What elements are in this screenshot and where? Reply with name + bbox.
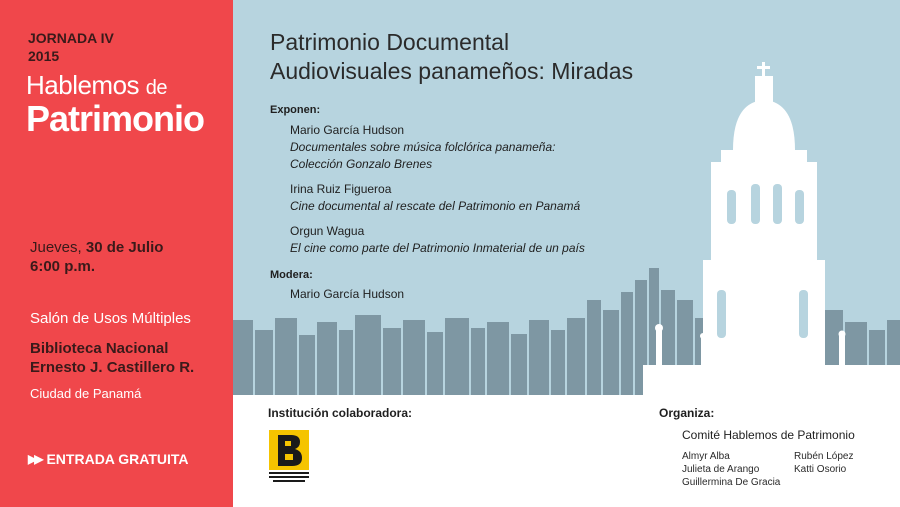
double-arrow-icon: ▶▶: [28, 452, 41, 466]
speaker-name: Orgun Wagua: [290, 224, 365, 238]
left-panel: [0, 0, 233, 507]
talk-title-line2: Audiovisuales panameños: Miradas: [270, 58, 634, 84]
organizers-col-2: [794, 450, 854, 476]
venue-room: Salón de Usos Múltiples: [30, 310, 191, 327]
speaker-3: [290, 223, 585, 257]
main-panel: [233, 0, 900, 395]
venue-building-line2: Ernesto J. Castillero R.: [30, 359, 195, 376]
de-word: de: [145, 77, 168, 99]
modera-label: Modera:: [270, 269, 313, 281]
speaker-talk: El cine como parte del Patrimonio Inmaterial de un país: [290, 241, 585, 255]
speaker-2: [290, 181, 580, 215]
organizer-name: Julieta de Arango: [682, 464, 760, 475]
bottom-strip: [233, 395, 900, 507]
speaker-talk: Colección Gonzalo Brenes: [290, 157, 433, 171]
free-entry-label: [28, 451, 189, 467]
speaker-name: Mario García Hudson: [290, 123, 405, 137]
event-date: [30, 238, 163, 258]
free-entry-text: ENTRADA GRATUITA: [46, 451, 189, 467]
hablemos-word: Hablemos: [26, 70, 140, 100]
talk-title: [270, 28, 633, 86]
organiza-label: Organiza:: [659, 406, 715, 420]
speaker-talk: Cine documental al rescate del Patrimonio en Panamá: [290, 199, 581, 213]
patrimonio-title: Patrimonio: [26, 98, 205, 139]
jornada-label: JORNADA IV: [28, 30, 114, 46]
hablemos-title: [26, 70, 167, 101]
speaker-name: Irina Ruiz Figueroa: [290, 182, 392, 196]
exponen-label: Exponen:: [270, 104, 321, 116]
event-time: 6:00 p.m.: [30, 258, 96, 275]
comite-name: Comité Hablemos de Patrimonio: [682, 428, 855, 442]
venue-building-line1: Biblioteca Nacional: [30, 340, 169, 357]
moderator-name: Mario García Hudson: [290, 287, 405, 301]
speaker-talk: Documentales sobre música folclórica panameña:: [290, 140, 556, 154]
year-label: 2015: [28, 48, 60, 64]
venue-building: [30, 339, 194, 377]
organizer-name: Almyr Alba: [682, 451, 730, 462]
organizers-col-1: [682, 450, 780, 489]
biblioteca-nacional-logo: [269, 430, 309, 482]
venue-city: Ciudad de Panamá: [30, 386, 142, 401]
speaker-1: [290, 122, 555, 173]
talk-title-line1: Patrimonio Documental: [270, 29, 510, 55]
organizer-name: Katti Osorio: [794, 464, 847, 475]
date-bold: 30 de Julio: [85, 239, 164, 256]
date-prefix: Jueves,: [30, 239, 86, 256]
organizer-name: Rubén López: [794, 451, 854, 462]
institucion-label: Institución colaboradora:: [268, 406, 413, 420]
organizer-name: Guillermina De Gracia: [682, 477, 781, 488]
